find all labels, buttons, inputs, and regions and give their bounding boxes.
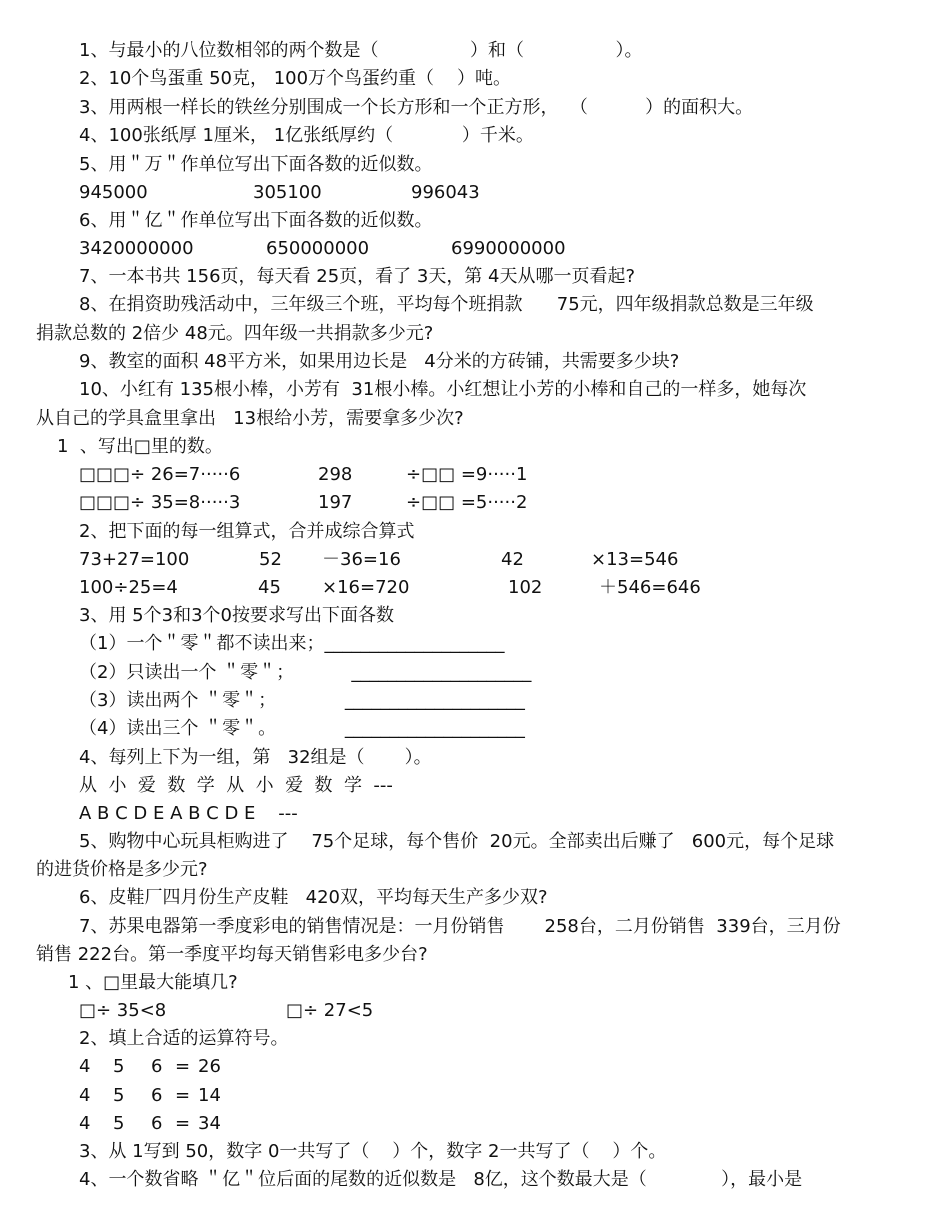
result: 14 — [198, 1085, 221, 1106]
s2-q3-item: （1）一个＂零＂都不读出来；____________________ — [79, 633, 505, 654]
s2-question-6: 6、皮鞋厂四月份生产皮鞋 420双，平均每天生产多少双? — [79, 887, 548, 908]
expression: □□□÷ 35=8·····3 — [79, 492, 241, 513]
s2-question-4: 4、每列上下为一组，第 32组是（ ）。 — [79, 747, 432, 768]
s1-question-10-line2: 从自己的学具盒里拿出 13根给小芳，需要拿多少次? — [36, 408, 464, 429]
inequality: □÷ 35<8 — [79, 1000, 167, 1021]
s2-q3-item: （4）读出三个 ＂零＂。 ____________________ — [79, 718, 525, 739]
s2-q3-item: （2）只读出一个 ＂零＂； ____________________ — [79, 662, 532, 683]
equation: 45 — [258, 577, 281, 598]
s3-question-3: 3、从 1写到 50，数字 0一共写了（ ）个，数字 2一共写了（ ）个。 — [79, 1141, 667, 1162]
result: 26 — [198, 1056, 221, 1077]
equals-sign: = — [175, 1113, 191, 1134]
s1-question-7: 7、一本书共 156页，每天看 25页，看了 3天，第 4天从哪一页看起? — [79, 266, 636, 287]
s3-question-4: 4、一个数省略 ＂亿＂位后面的尾数的近似数是 8亿，这个数最大是（ ），最小是 — [79, 1169, 803, 1190]
number: 650000000 — [266, 238, 370, 259]
equation: 102 — [508, 577, 543, 598]
operand: 5 — [113, 1056, 125, 1077]
s1-question-2: 2、10个鸟蛋重 50克， 100万个鸟蛋约重（ ）吨。 — [79, 68, 511, 89]
number: 945000 — [79, 182, 148, 203]
s1-question-8-line1: 8、在捐资助残活动中，三年级三个班，平均每个班捐款 75元，四年级捐款总数是三年级 — [79, 294, 814, 315]
equation: －36=16 — [322, 549, 401, 570]
operand: 4 — [79, 1085, 91, 1106]
s2-question-1: 1 、写出□里的数。 — [57, 436, 223, 457]
equation: 52 — [259, 549, 282, 570]
expression: 197 — [318, 492, 353, 513]
s1-question-4: 4、100张纸厚 1厘米， 1亿张纸厚约（ ）千米。 — [79, 125, 534, 146]
number: 6990000000 — [451, 238, 566, 259]
equation: 100÷25=4 — [79, 577, 178, 598]
equation: 73+27=100 — [79, 549, 190, 570]
s2-question-3: 3、用 5个3和3个0按要求写出下面各数 — [79, 605, 394, 626]
s2-question-2: 2、把下面的每一组算式，合并成综合算式 — [79, 521, 415, 542]
s2-q4-row1: 从 小 爱 数 学 从 小 爱 数 学 --- — [79, 775, 393, 796]
equation: ×16=720 — [322, 577, 410, 598]
operand: 4 — [79, 1113, 91, 1134]
expression: □□□÷ 26=7·····6 — [79, 464, 241, 485]
s2-q3-item: （3）读出两个 ＂零＂； ____________________ — [79, 690, 525, 711]
s1-question-9: 9、教室的面积 48平方米，如果用边长是 4分米的方砖铺，共需要多少块? — [79, 351, 680, 372]
s3-question-2: 2、填上合适的运算符号。 — [79, 1028, 289, 1049]
expression: ÷□□ =9·····1 — [406, 464, 528, 485]
result: 34 — [198, 1113, 221, 1134]
equals-sign: = — [175, 1056, 191, 1077]
operand: 5 — [113, 1085, 125, 1106]
s1-question-8-line2: 捐款总数的 2倍少 48元。四年级一共捐款多少元? — [36, 323, 434, 344]
operand: 4 — [79, 1056, 91, 1077]
number: 3420000000 — [79, 238, 194, 259]
equation: ＋546=646 — [599, 577, 701, 598]
s2-question-7-line1: 7、苏果电器第一季度彩电的销售情况是：一月份销售 258台，二月份销售 339台，三月份 — [79, 916, 841, 937]
equals-sign: = — [175, 1085, 191, 1106]
number: 305100 — [253, 182, 322, 203]
operand: 6 — [151, 1113, 163, 1134]
operand: 6 — [151, 1056, 163, 1077]
expression: ÷□□ =5·····2 — [406, 492, 528, 513]
s1-question-6: 6、用＂亿＂作单位写出下面各数的近似数。 — [79, 210, 433, 231]
equation: 42 — [501, 549, 524, 570]
inequality: □÷ 27<5 — [286, 1000, 374, 1021]
s1-question-10-line1: 10、小红有 135根小棒，小芳有 31根小棒。小红想让小芳的小棒和自己的一样多，她每次 — [79, 379, 807, 400]
s2-q4-row2: A B C D E A B C D E --- — [79, 803, 298, 824]
operand: 6 — [151, 1085, 163, 1106]
s1-question-1: 1、与最小的八位数相邻的两个数是（ ）和（ ）。 — [79, 40, 643, 61]
expression: 298 — [318, 464, 353, 485]
number: 996043 — [411, 182, 480, 203]
s2-question-5-line2: 的进货价格是多少元? — [36, 859, 208, 880]
s3-question-1: 1 、□里最大能填几? — [68, 972, 238, 993]
s2-question-5-line1: 5、购物中心玩具柜购进了 75个足球，每个售价 20元。全部卖出后赚了 600元，每个足球 — [79, 831, 835, 852]
s1-question-5: 5、用＂万＂作单位写出下面各数的近似数。 — [79, 154, 433, 175]
equation: ×13=546 — [591, 549, 679, 570]
s2-question-7-line2: 销售 222台。第一季度平均每天销售彩电多少台? — [36, 944, 428, 965]
s1-question-3: 3、用两根一样长的铁丝分别围成一个长方形和一个正方形， （ ）的面积大。 — [79, 97, 754, 118]
operand: 5 — [113, 1113, 125, 1134]
